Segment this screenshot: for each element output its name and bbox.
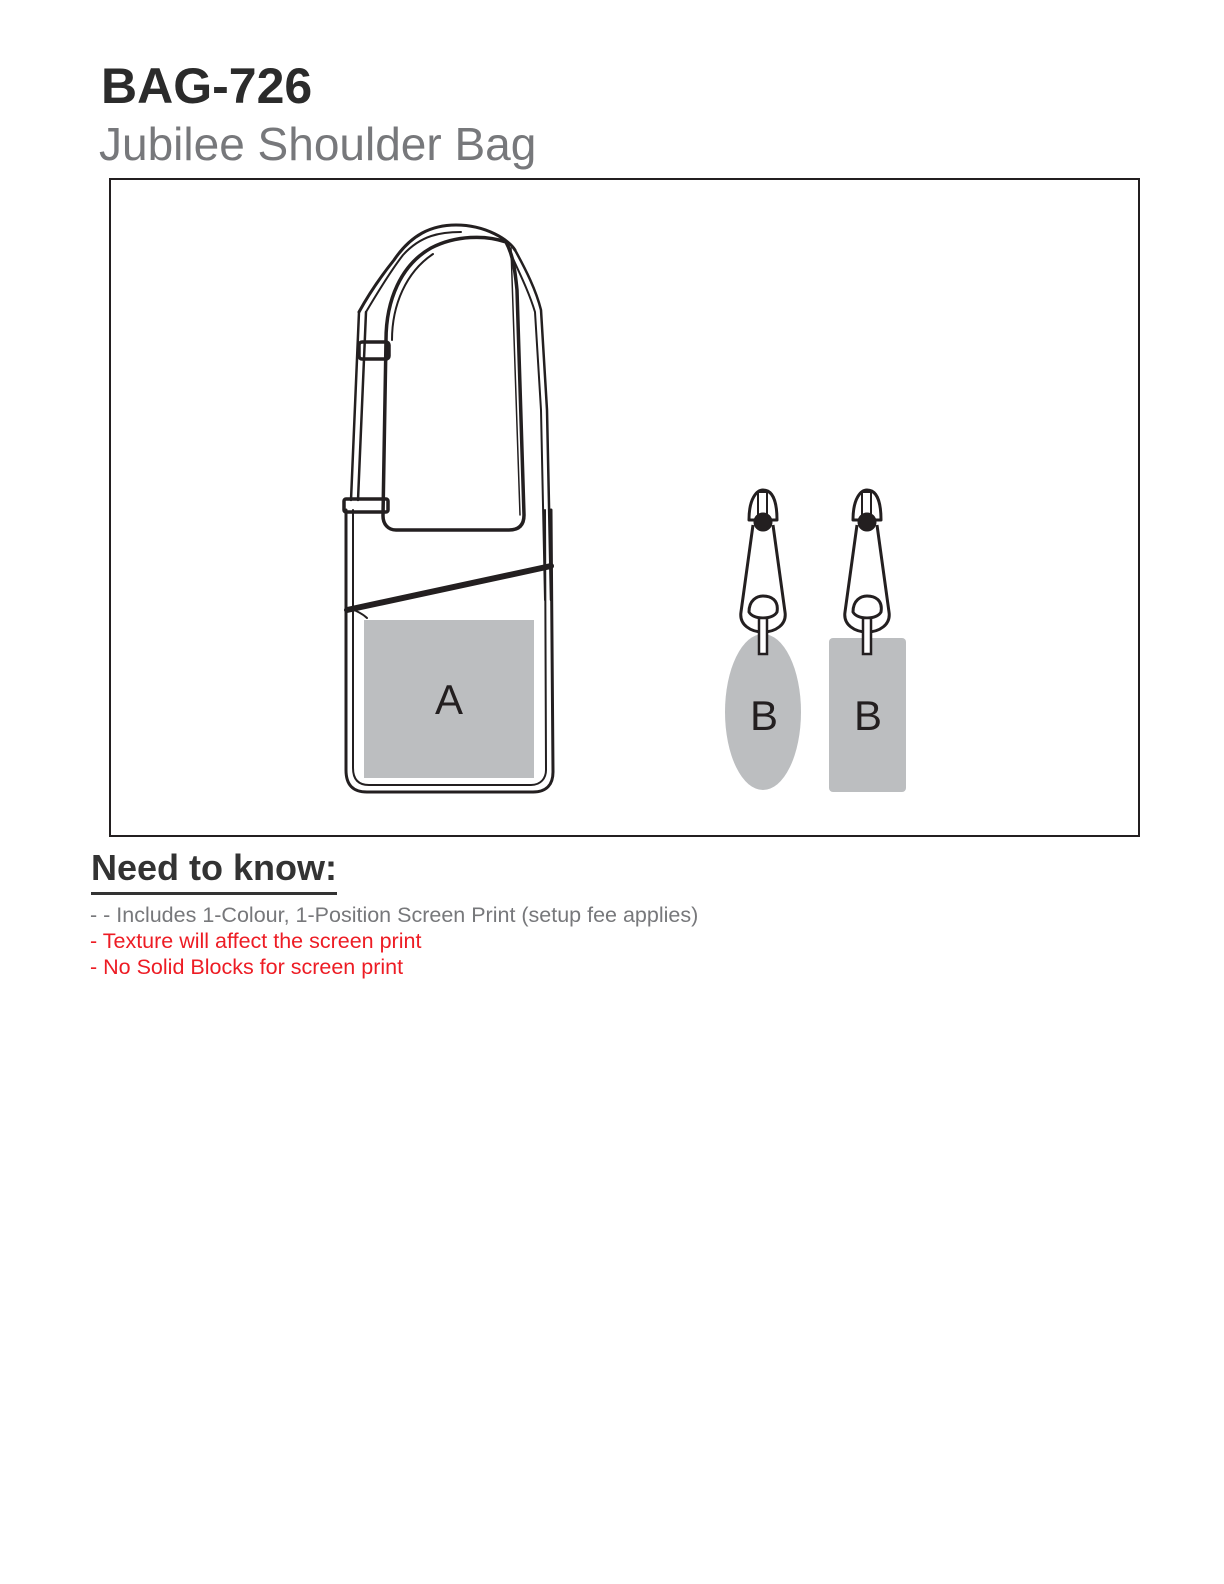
note-item: - No Solid Blocks for screen print (90, 955, 404, 979)
notes-list (90, 902, 698, 980)
product-diagram-frame (109, 178, 1140, 837)
print-area-b-oval-label: B (749, 692, 779, 739)
zipper-pull-oval (741, 490, 785, 632)
zipper-ring-rectangle (863, 618, 871, 654)
note-item: - Texture will affect the screen print (90, 929, 422, 953)
need-to-know-heading: Need to know: (91, 846, 337, 895)
zipper-ring-oval (759, 618, 767, 654)
product-code: BAG-726 (101, 58, 313, 114)
print-area-b-rectangle-label: B (853, 692, 883, 739)
print-area-a-label: A (434, 676, 464, 723)
product-name: Jubilee Shoulder Bag (99, 118, 537, 170)
zipper-pull-rectangle (845, 490, 889, 632)
product-diagram (111, 180, 1138, 835)
note-item: - - Includes 1-Colour, 1-Position Screen Print (setup fee applies) (90, 903, 699, 927)
